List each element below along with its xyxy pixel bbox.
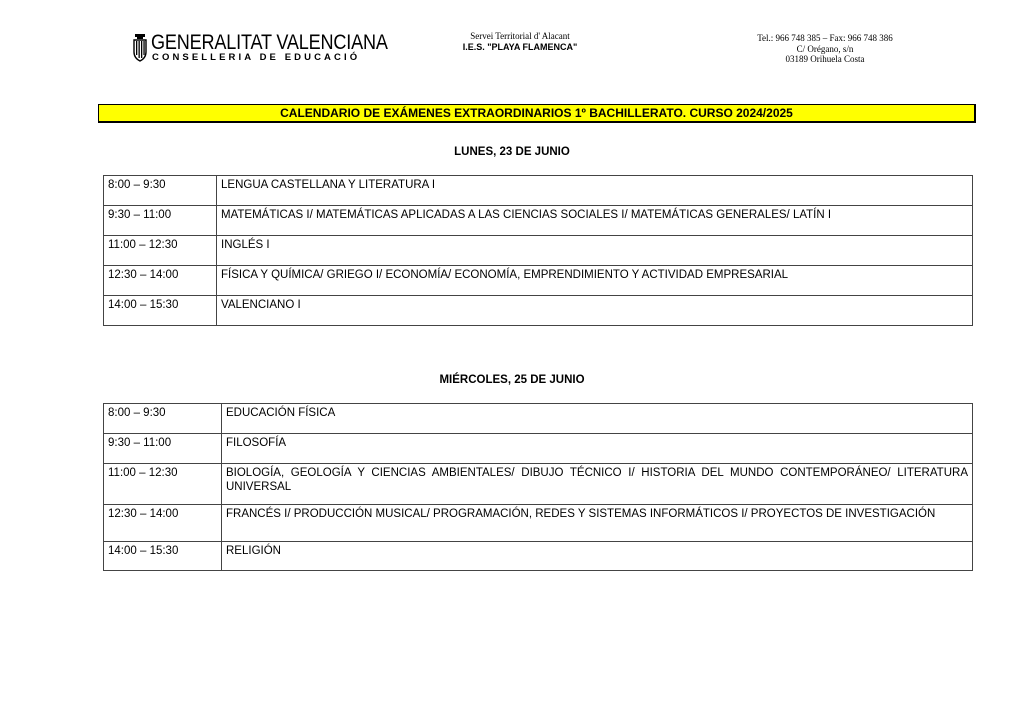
- time-cell: 8:00 – 9:30: [104, 176, 217, 206]
- table-row: [104, 296, 973, 326]
- schedule-table-wednesday: [103, 403, 973, 571]
- subject-cell: RELIGIÓN: [222, 542, 973, 571]
- logo-subtitle: CONSELLERIA DE EDUCACIÓ: [152, 52, 361, 63]
- table-row: [104, 464, 973, 505]
- document-title: CALENDARIO DE EXÁMENES EXTRAORDINARIOS 1º BACHILLERATO. CURSO 2024/2025: [98, 104, 976, 123]
- time-cell: 14:00 – 15:30: [104, 296, 217, 326]
- subject-cell: FÍSICA Y QUÍMICA/ GRIEGO I/ ECONOMÍA/ ECONOMÍA, EMPRENDIMIENTO Y ACTIVIDAD EMPRESARIAL: [217, 266, 973, 296]
- subject-cell: VALENCIANO I: [217, 296, 973, 326]
- time-cell: 9:30 – 11:00: [104, 434, 222, 464]
- table-row: [104, 404, 973, 434]
- subject-cell: FRANCÉS I/ PRODUCCIÓN MUSICAL/ PROGRAMACIÓN, REDES Y SISTEMAS INFORMÁTICOS I/ PROYECTOS DE INVESTIGACIÓN: [222, 505, 973, 542]
- subject-cell: INGLÉS I: [217, 236, 973, 266]
- subject-cell: EDUCACIÓN FÍSICA: [222, 404, 973, 434]
- subject-cell: MATEMÁTICAS I/ MATEMÁTICAS APLICADAS A LAS CIENCIAS SOCIALES I/ MATEMÁTICAS GENERALES/ LATÍN I: [217, 206, 973, 236]
- logo-name: GENERALITAT VALENCIANA: [151, 31, 388, 54]
- time-cell: 11:00 – 12:30: [104, 236, 217, 266]
- school-name: I.E.S. "PLAYA FLAMENCA": [462, 42, 578, 52]
- subject-cell: FILOSOFÍA: [222, 434, 973, 464]
- phone-fax: Tel.: 966 748 385 – Fax: 966 748 386: [757, 33, 893, 43]
- table-row: [104, 542, 973, 571]
- time-cell: 11:00 – 12:30: [104, 464, 222, 505]
- time-cell: 8:00 – 9:30: [104, 404, 222, 434]
- time-cell: 9:30 – 11:00: [104, 206, 217, 236]
- subject-cell: BIOLOGÍA, GEOLOGÍA Y CIENCIAS AMBIENTALES/ DIBUJO TÉCNICO I/ HISTORIA DEL MUNDO CONTEMPORÁNEO/ LITERATURA UNIVERSAL: [222, 464, 973, 505]
- street-address: C/ Orégano, s/n: [796, 43, 854, 54]
- schedule-table-monday: [103, 175, 973, 326]
- day-heading-wednesday: MIÉRCOLES, 25 DE JUNIO: [439, 374, 585, 386]
- time-cell: 12:30 – 14:00: [104, 505, 222, 542]
- territorial-service: Servei Territorial d' Alacant: [470, 31, 570, 41]
- school-header: [410, 31, 630, 53]
- table-row: [104, 236, 973, 266]
- table-row: [104, 505, 973, 542]
- subject-cell: LENGUA CASTELLANA Y LITERATURA I: [217, 176, 973, 206]
- table-row: [104, 176, 973, 206]
- postal-city: 03189 Orihuela Costa: [785, 54, 865, 64]
- table-row: [104, 434, 973, 464]
- table-row: [104, 266, 973, 296]
- time-cell: 14:00 – 15:30: [104, 542, 222, 571]
- generalitat-emblem-icon: [132, 34, 148, 62]
- time-cell: 12:30 – 14:00: [104, 266, 217, 296]
- day-heading-monday: LUNES, 23 DE JUNIO: [454, 146, 570, 158]
- generalitat-logo: [132, 31, 388, 65]
- table-row: [104, 206, 973, 236]
- contact-info: [715, 33, 935, 65]
